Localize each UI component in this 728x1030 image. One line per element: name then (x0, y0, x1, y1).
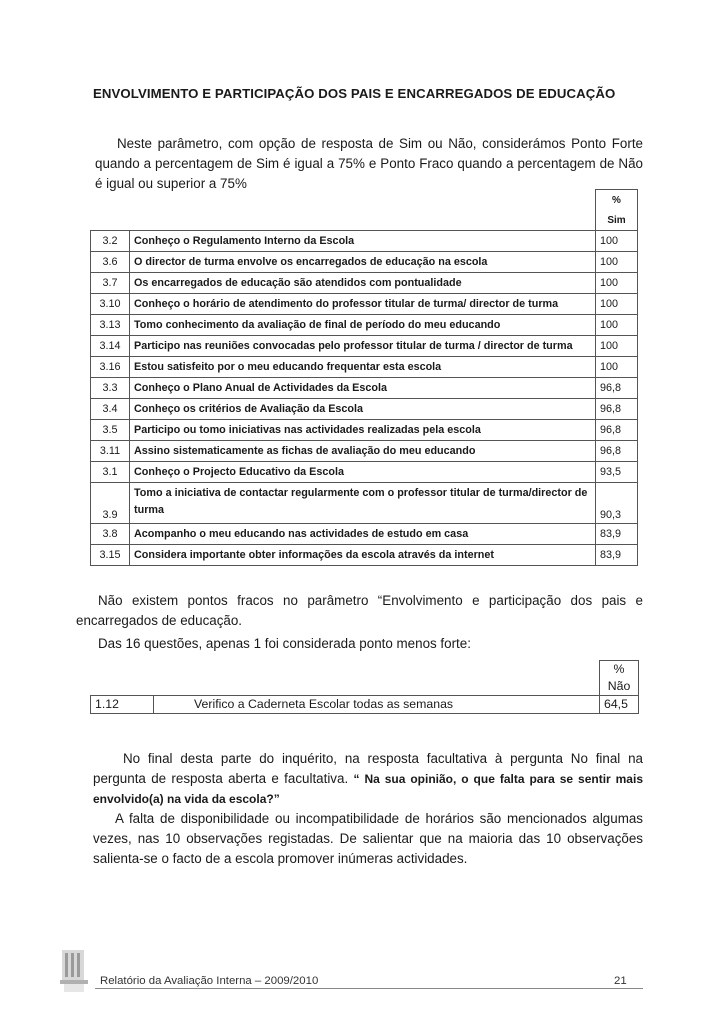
strengths-table (90, 189, 638, 566)
table-row (91, 399, 638, 420)
row-number: 1.12 (91, 695, 154, 713)
row-number: 3.5 (91, 420, 130, 441)
row-number: 3.9 (91, 483, 130, 524)
row-value: 83,9 (596, 524, 638, 545)
row-text: Assino sistematicamente as fichas de avaliação do meu educando (130, 441, 596, 462)
intro-paragraph: Neste parâmetro, com opção de resposta de Sim ou Não, considerámos Ponto Forte quando a percentagem de Sim é igual a 75% e Ponto Fraco quando a percentagem de Não é igual ou superior a 75% (95, 136, 643, 191)
row-value: 100 (596, 273, 638, 294)
row-text: Participo nas reuniões convocadas pelo professor titular de turma / director de turma (130, 336, 596, 357)
row-text: Tomo a iniciativa de contactar regularmente com o professor titular de turma/director de turma (130, 483, 596, 524)
row-number: 3.8 (91, 524, 130, 545)
row-number: 3.2 (91, 231, 130, 252)
row-text: Estou satisfeito por o meu educando frequentar esta escola (130, 357, 596, 378)
table-row (91, 545, 638, 566)
table-row (91, 524, 638, 545)
row-text: Conheço o Projecto Educativo da Escola (130, 462, 596, 483)
row-value: 100 (596, 231, 638, 252)
row-text: Conheço os critérios de Avaliação da Escola (130, 399, 596, 420)
last-paragraph: A falta de disponibilidade ou incompatibilidade de horários são mencionados algumas vezes, nas 10 observações registadas. De salientar que na maioria das 10 observações salienta-se o facto de a escola promover inúmeras actividades. (93, 811, 643, 866)
row-text: Conheço o Plano Anual de Actividades da Escola (130, 378, 596, 399)
table-header-row (91, 678, 639, 696)
row-number: 3.6 (91, 252, 130, 273)
row-number: 3.16 (91, 357, 130, 378)
row-number: 3.7 (91, 273, 130, 294)
row-value: 96,8 (596, 441, 638, 462)
row-value: 100 (596, 357, 638, 378)
header-percent: % (596, 190, 638, 211)
row-value: 100 (596, 252, 638, 273)
table-row (91, 252, 638, 273)
final-question: “ Na sua opinião, o que falta para se sentir mais envolvido(a) na vida da escola?” (93, 772, 643, 806)
row-text: Tomo conhecimento da avaliação de final de período do meu educando (130, 315, 596, 336)
footer-divider (95, 988, 643, 989)
section-title: ENVOLVIMENTO E PARTICIPAÇÃO DOS PAIS E ENCARREGADOS DE EDUCAÇÃO (93, 86, 616, 101)
row-value: 96,8 (596, 399, 638, 420)
table-row (91, 441, 638, 462)
row-value: 100 (596, 294, 638, 315)
row-text: Verifico a Caderneta Escolar todas as semanas (154, 695, 600, 713)
row-number: 3.3 (91, 378, 130, 399)
row-value: 96,8 (596, 420, 638, 441)
row-text: Os encarregados de educação são atendidos com pontualidade (130, 273, 596, 294)
final-paragraph (93, 749, 643, 809)
less-strong-paragraph: Das 16 questões, apenas 1 foi considerada ponto menos forte: (98, 636, 471, 651)
row-text: Conheço o Regulamento Interno da Escola (130, 231, 596, 252)
header-sim: Sim (596, 210, 638, 231)
row-value: 64,5 (600, 695, 639, 713)
row-text: O director de turma envolve os encarregados de educação na escola (130, 252, 596, 273)
footer-title: Relatório da Avaliação Interna – 2009/2010 (100, 975, 319, 987)
table-header-row (91, 190, 638, 211)
school-logo-icon (60, 944, 90, 994)
table-row (91, 462, 638, 483)
row-number: 3.10 (91, 294, 130, 315)
table-row (91, 357, 638, 378)
table-row (91, 231, 638, 252)
row-number: 3.11 (91, 441, 130, 462)
table-row (91, 378, 638, 399)
row-text: Participo ou tomo iniciativas nas actividades realizadas pela escola (130, 420, 596, 441)
row-text: Considera importante obter informações da escola através da internet (130, 545, 596, 566)
row-text: Conheço o horário de atendimento do professor titular de turma/ director de turma (130, 294, 596, 315)
header-nao: Não (600, 678, 639, 696)
header-percent: % (600, 661, 639, 678)
no-weak-points-paragraph: Não existem pontos fracos no parâmetro “Envolvimento e participação dos pais e encarregados de educação. (76, 593, 643, 628)
weak-table (90, 660, 639, 714)
row-number: 3.15 (91, 545, 130, 566)
row-number: 3.14 (91, 336, 130, 357)
row-value: 83,9 (596, 545, 638, 566)
row-number: 3.1 (91, 462, 130, 483)
table-row (91, 315, 638, 336)
table-header-row (91, 661, 639, 678)
table-row (91, 420, 638, 441)
row-value: 100 (596, 315, 638, 336)
row-number: 3.13 (91, 315, 130, 336)
page-number: 21 (614, 975, 627, 987)
final-text: No final desta parte do inquérito, na resposta facultativa à pergunta No final na pergunta de resposta aberta e facultativa. (93, 751, 643, 786)
table-row (91, 483, 638, 524)
row-number: 3.4 (91, 399, 130, 420)
table-row (91, 294, 638, 315)
row-value: 90,3 (596, 483, 638, 524)
table-row (91, 336, 638, 357)
row-value: 96,8 (596, 378, 638, 399)
table-row (91, 695, 639, 713)
row-value: 100 (596, 336, 638, 357)
row-text: Acompanho o meu educando nas actividades de estudo em casa (130, 524, 596, 545)
table-header-row (91, 210, 638, 231)
row-value: 93,5 (596, 462, 638, 483)
table-row (91, 273, 638, 294)
